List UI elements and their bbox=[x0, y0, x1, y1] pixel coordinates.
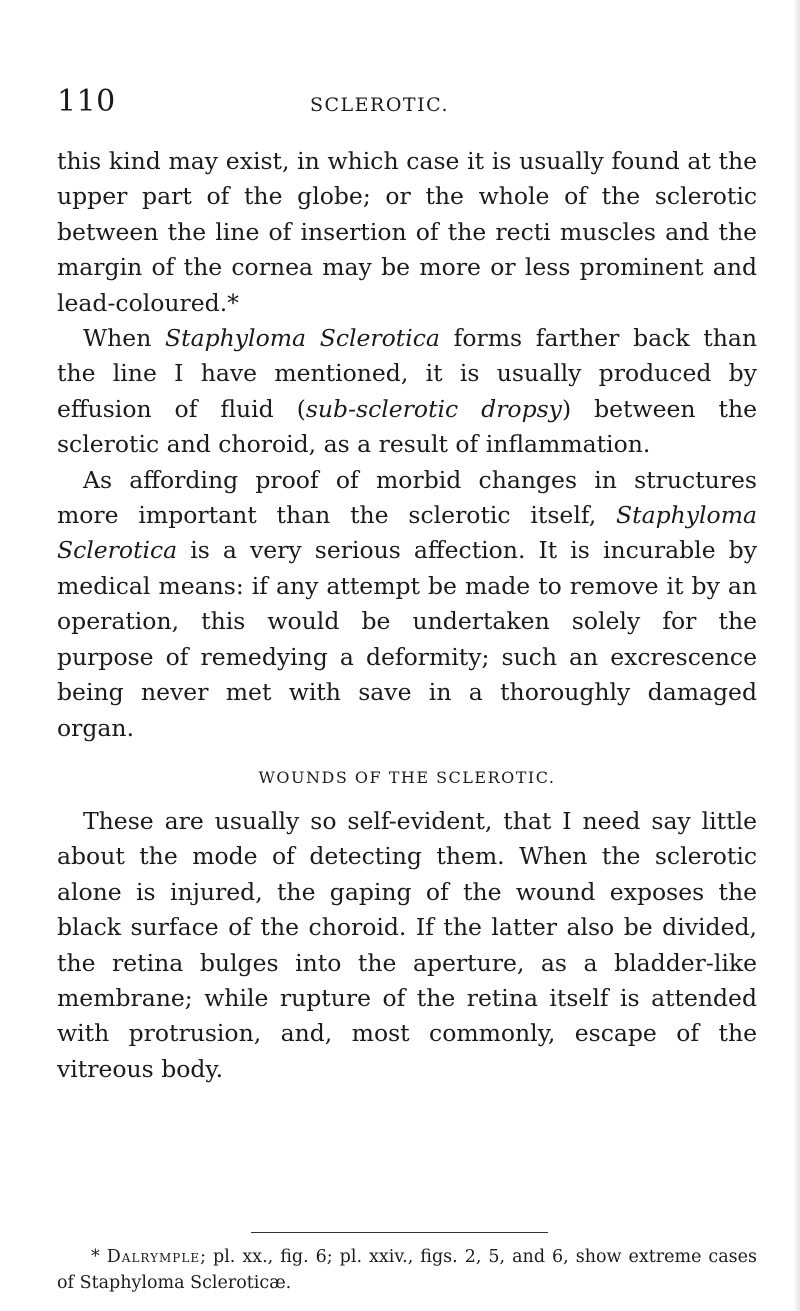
italic-term: Staphyloma Sclerotica bbox=[57, 501, 757, 565]
paragraph-continuation bbox=[57, 144, 757, 321]
paragraph-text: These are usually so self-evident, that I need say little about the mode of detecting them. When the sclerotic alone is injured, the gaping of the wound exposes the black surface of the choroid. If the latter also be divided, the retina bulges into the aperture, as a bladder-like membrane; while rupture of the retina itself is attended with protrusion, and, most commonly, escape of the vitreous body. bbox=[57, 806, 757, 1083]
footnote-divider bbox=[251, 1232, 548, 1233]
page-edge-shadow bbox=[793, 0, 800, 1311]
footnote-text: ; pl. xx., fig. 6; pl. xxiv., figs. 2, 5, and 6, show extreme cases of Staphyloma Scleroticæ. bbox=[57, 1247, 757, 1293]
body-text bbox=[57, 144, 757, 1087]
paragraph-text: When bbox=[83, 324, 166, 353]
paragraph-text: As affording proof of morbid changes in structures more important than the sclerotic itself, bbox=[57, 465, 757, 530]
paragraph-text: this kind may exist, in which case it is usually found at the upper part of the globe; or the whole of the sclerotic between the line of insertion of the recti muscles and the margin of the cornea may be more or less prominent and lead-coloured.* bbox=[57, 147, 757, 317]
footnote-author: Dalrymple bbox=[106, 1247, 201, 1267]
footnote bbox=[57, 1244, 757, 1296]
paragraph-prognosis bbox=[57, 463, 757, 746]
page-header bbox=[57, 84, 757, 124]
page-number: 110 bbox=[57, 84, 116, 119]
section-heading: WOUNDS OF THE SCLEROTIC. bbox=[258, 767, 556, 787]
footnote-marker: * bbox=[91, 1247, 100, 1267]
paragraph-wounds bbox=[57, 804, 757, 1087]
paragraph-text: forms farther back than the line I have mentioned, it is usually produced by effusion of fluid ( bbox=[57, 324, 757, 423]
paragraph-text: ) between the sclerotic and choroid, as a result of inflammation. bbox=[57, 394, 757, 459]
running-head: SCLEROTIC. bbox=[310, 94, 450, 116]
paragraph-text: is a very serious affection. It is incurable by medical means: if any attempt be made to remove it by an operation, this would be undertaken solely for the purpose of remedying a deformity; such an excrescence being never met with save in a thoroughly damaged organ. bbox=[57, 536, 757, 742]
italic-term: sub-sclerotic dropsy bbox=[305, 394, 562, 423]
paragraph-staphyloma-location bbox=[57, 321, 757, 463]
italic-term: Staphyloma Sclerotica bbox=[165, 324, 440, 353]
